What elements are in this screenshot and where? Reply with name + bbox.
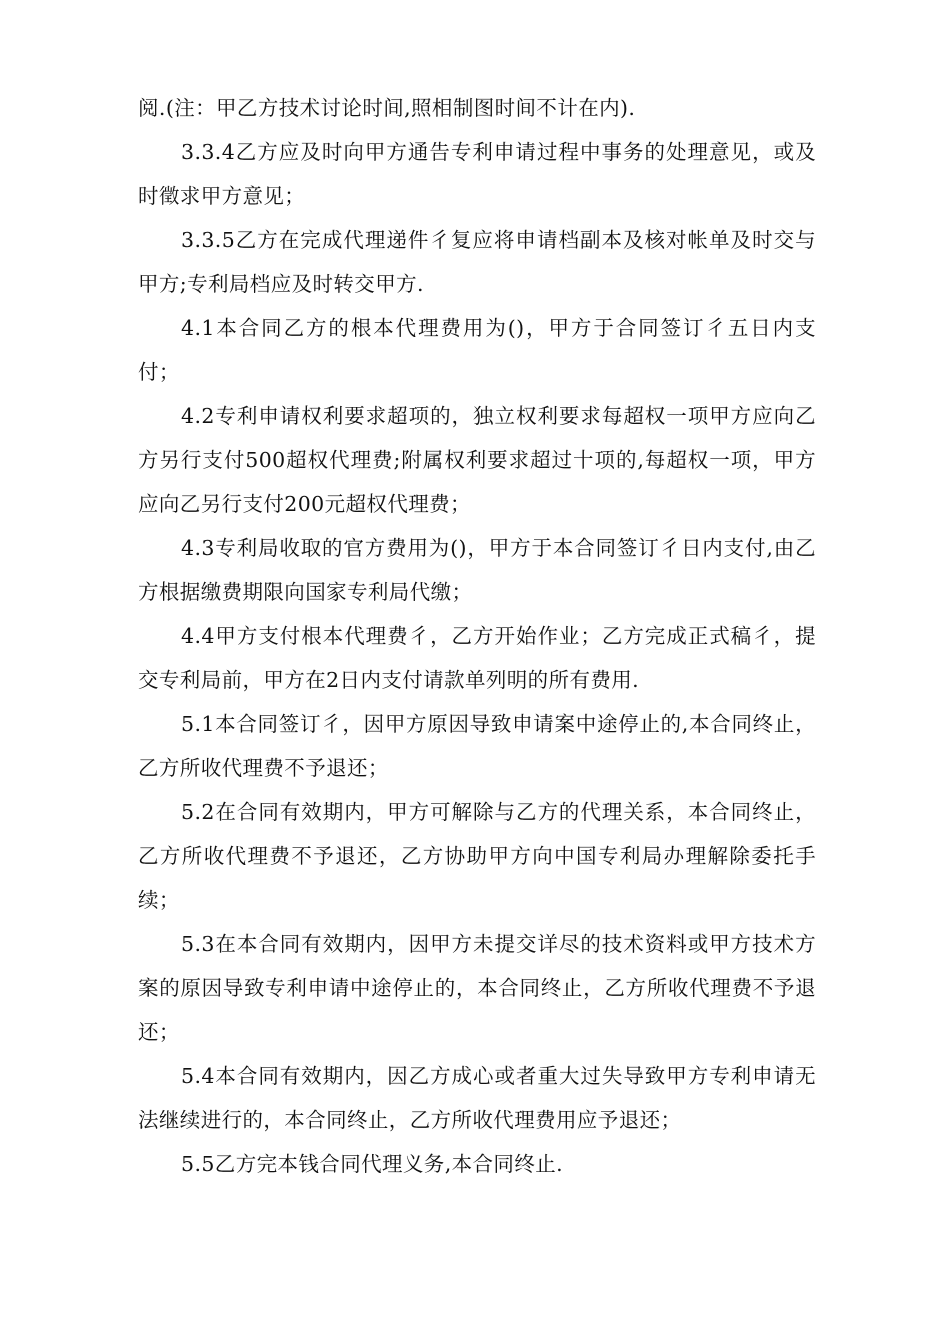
paragraph-clause-5-2: 5.2在合同有效期内，甲方可解除与乙方的代理关系，本合同终止，乙方所收代理费不予退还，乙方协助甲方向中国专利局办理解除委托手续；	[138, 800, 816, 912]
paragraph-clause-4-2: 4.2专利申请权利要求超项的，独立权利要求每超权一项甲方应向乙方另行支付500超权代理费;附属权利要求超过十项的,每超权一项，甲方应向乙另行支付200元超权代理费；	[138, 404, 816, 516]
paragraph-clause-3-3-4: 3.3.4乙方应及时向甲方通告专利申请过程中事务的处理意见，或及时徵求甲方意见；	[138, 140, 816, 208]
paragraph-clause-5-1: 5.1本合同签订彳，因甲方原因导致申请案中途停止的,本合同终止，乙方所收代理费不予退还；	[138, 712, 816, 780]
paragraph-clause-4-3: 4.3专利局收取的官方费用为()，甲方于本合同签订彳日内支付,由乙方根据缴费期限向国家专利局代缴；	[138, 536, 816, 604]
paragraph-clause-5-4: 5.4本合同有效期内，因乙方成心或者重大过失导致甲方专利申请无法继续进行的，本合同终止，乙方所收代理费用应予退还；	[138, 1064, 816, 1132]
paragraph-clause-5-5: 5.5乙方完本钱合同代理义务,本合同终止.	[181, 1152, 564, 1176]
paragraph-clause-5-3: 5.3在本合同有效期内，因甲方未提交详尽的技术资料或甲方技术方案的原因导致专利申请中途停止的，本合同终止，乙方所收代理费不予退还；	[138, 932, 816, 1044]
paragraph-clause-4-1: 4.1本合同乙方的根本代理费用为()，甲方于合同签订彳五日内支付；	[138, 316, 816, 384]
paragraph-clause-4-4: 4.4甲方支付根本代理费彳，乙方开始作业；乙方完成正式稿彳，提交专利局前，甲方在2日内支付请款单列明的所有费用.	[138, 624, 816, 692]
document-page	[138, 86, 816, 1186]
paragraph-note-continuation: 阅.(注：甲乙方技术讨论时间,照相制图时间不计在内).	[138, 96, 636, 120]
paragraph-clause-3-3-5: 3.3.5乙方在完成代理递件彳复应将申请档副本及核对帐单及时交与甲方;专利局档应及时转交甲方.	[138, 228, 816, 296]
